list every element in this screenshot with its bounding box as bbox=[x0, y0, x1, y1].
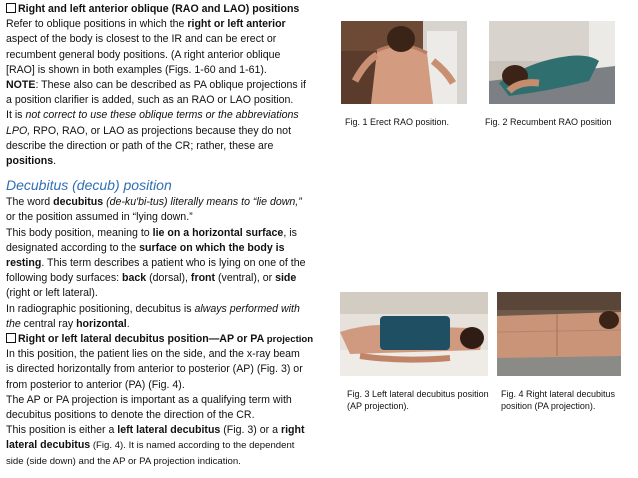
text-line bbox=[6, 108, 334, 123]
text-run: surface on which the body is bbox=[139, 241, 285, 254]
fig2-caption: Fig. 2 Recumbent RAO position bbox=[485, 117, 612, 127]
fig2-photo bbox=[489, 21, 615, 104]
text-run: (Fig. 4). bbox=[90, 440, 129, 452]
section2-heading: Decubitus (decub) position bbox=[6, 177, 172, 194]
text-line bbox=[6, 408, 334, 423]
text-run: NOTE bbox=[6, 79, 36, 92]
section1-heading-text: Right and left anterior oblique (RAO and LAO) positions bbox=[18, 3, 300, 15]
fig3-photo bbox=[340, 292, 488, 376]
section1-heading bbox=[6, 2, 334, 17]
text-run: . bbox=[53, 155, 57, 168]
text-run: or the position assumed in “lying down.” bbox=[6, 211, 193, 224]
text-run: describe the direction or path of the CR; rather, these are bbox=[6, 139, 274, 152]
text-line bbox=[6, 317, 334, 332]
text-line bbox=[6, 393, 334, 408]
section3-body bbox=[6, 347, 334, 469]
text-run: Refer to oblique positions in which the bbox=[6, 18, 188, 31]
text-run: aspect of the body is closest to the IR and can be erect or bbox=[6, 33, 277, 46]
fig1-caption: Fig. 1 Erect RAO position. bbox=[345, 117, 450, 127]
text-run: right bbox=[280, 424, 305, 437]
checkbox-bullet-icon bbox=[6, 333, 16, 343]
text-line bbox=[6, 93, 334, 108]
text-run: not correct to use these oblique terms or the abbreviations bbox=[25, 109, 299, 122]
text-run: In radiographic positioning, decubitus is bbox=[6, 302, 195, 315]
fig1-illustration bbox=[341, 21, 467, 104]
text-line bbox=[6, 241, 334, 256]
text-run: front bbox=[190, 272, 216, 285]
text-line bbox=[6, 302, 334, 317]
text-run: The AP or PA projection is important as a qualifying term with bbox=[6, 393, 292, 406]
text-run: This position is either a bbox=[6, 424, 118, 437]
text-run: (de-ku′bi-tus) literally means to “lie down,” bbox=[106, 196, 302, 209]
text-run: RPO, RAO, or LAO as projections because they do not bbox=[30, 124, 292, 137]
text-line bbox=[6, 226, 334, 241]
text-run: horizontal bbox=[76, 317, 127, 330]
text-run: : These also can be described as PA oblique projections if bbox=[35, 79, 306, 92]
text-run: side bbox=[275, 272, 297, 285]
text-run: recumbent general body positions. (A right anterior oblique bbox=[6, 48, 281, 61]
text-line bbox=[6, 347, 334, 362]
text-line bbox=[6, 378, 334, 393]
text-run: the bbox=[6, 317, 21, 330]
text-run: (Fig. 3) or a bbox=[220, 424, 281, 437]
text-run: LPO, bbox=[6, 124, 31, 137]
text-line bbox=[6, 139, 334, 154]
text-run: It is named according to the dependent bbox=[128, 440, 295, 452]
text-line bbox=[6, 32, 334, 47]
text-run: positions bbox=[6, 155, 54, 168]
text-line bbox=[6, 286, 334, 301]
text-line bbox=[6, 154, 334, 169]
text-line bbox=[6, 210, 334, 225]
text-run: following body surfaces: bbox=[6, 272, 123, 285]
text-line bbox=[6, 271, 334, 286]
text-run: . This term describes a patient who is lying on one of the bbox=[41, 257, 306, 270]
text-line bbox=[6, 48, 334, 63]
text-run: central ray bbox=[20, 317, 77, 330]
text-line bbox=[6, 17, 334, 32]
text-run: decubitus bbox=[53, 196, 104, 209]
text-run: It is bbox=[6, 109, 26, 122]
text-run: lie on a horizontal surface bbox=[152, 226, 284, 239]
text-run: is directed horizontally from anterior to posterior (AP) (Fig. 3) or bbox=[6, 363, 303, 376]
text-run: a position clarifier is added, such as an RAO or LAO position. bbox=[6, 94, 294, 107]
text-line bbox=[6, 362, 334, 377]
section2-body bbox=[6, 195, 334, 332]
text-run: left lateral decubitus bbox=[117, 424, 221, 437]
text-run: The word bbox=[6, 196, 54, 209]
text-column bbox=[6, 2, 334, 469]
fig4-illustration bbox=[497, 292, 621, 376]
text-line bbox=[6, 63, 334, 78]
text-run: [RAO] is shown in both examples (Figs. 1-60 and 1-61). bbox=[6, 63, 267, 76]
text-run: decubitus positions to denote the direction of the CR. bbox=[6, 409, 255, 422]
fig3-illustration bbox=[340, 292, 488, 376]
checkbox-bullet-icon bbox=[6, 3, 16, 13]
text-run: always performed with bbox=[194, 302, 300, 315]
text-run: This body position, meaning to bbox=[6, 226, 153, 239]
text-run: (dorsal), bbox=[146, 272, 191, 285]
text-run: lateral decubitus bbox=[6, 439, 91, 452]
text-run: resting bbox=[6, 257, 42, 270]
section3-heading-small: projection bbox=[266, 334, 314, 346]
fig3-caption: Fig. 3 Left lateral decubitus position (AP projection). bbox=[347, 389, 489, 411]
text-line bbox=[6, 423, 334, 438]
text-line bbox=[6, 438, 334, 453]
fig1-photo bbox=[341, 21, 467, 104]
text-run: designated according to the bbox=[6, 241, 140, 254]
text-line bbox=[6, 256, 334, 271]
fig2-illustration bbox=[489, 21, 615, 104]
text-run: back bbox=[122, 272, 147, 285]
text-line bbox=[6, 195, 334, 210]
text-line bbox=[6, 124, 334, 139]
section3-heading-text: Right or left lateral decubitus position—AP or PA bbox=[18, 333, 267, 346]
text-run: right or left anterior bbox=[187, 18, 286, 31]
text-run: . bbox=[126, 317, 130, 330]
text-run: In this position, the patient lies on the side, and the x-ray beam bbox=[6, 348, 300, 361]
text-run: (right or left lateral). bbox=[6, 287, 98, 300]
fig4-photo bbox=[497, 292, 621, 376]
section1-body bbox=[6, 17, 334, 169]
text-run: (ventral), or bbox=[215, 272, 276, 285]
text-line bbox=[6, 78, 334, 93]
fig4-caption: Fig. 4 Right lateral decubitus position (PA projection). bbox=[501, 389, 616, 411]
text-run: side (side down) and the AP or PA projection indication. bbox=[6, 455, 241, 467]
section3-heading bbox=[6, 332, 334, 347]
text-run: from posterior to anterior (PA) (Fig. 4). bbox=[6, 378, 185, 391]
text-run: , is bbox=[283, 226, 297, 239]
text-line bbox=[6, 454, 334, 469]
